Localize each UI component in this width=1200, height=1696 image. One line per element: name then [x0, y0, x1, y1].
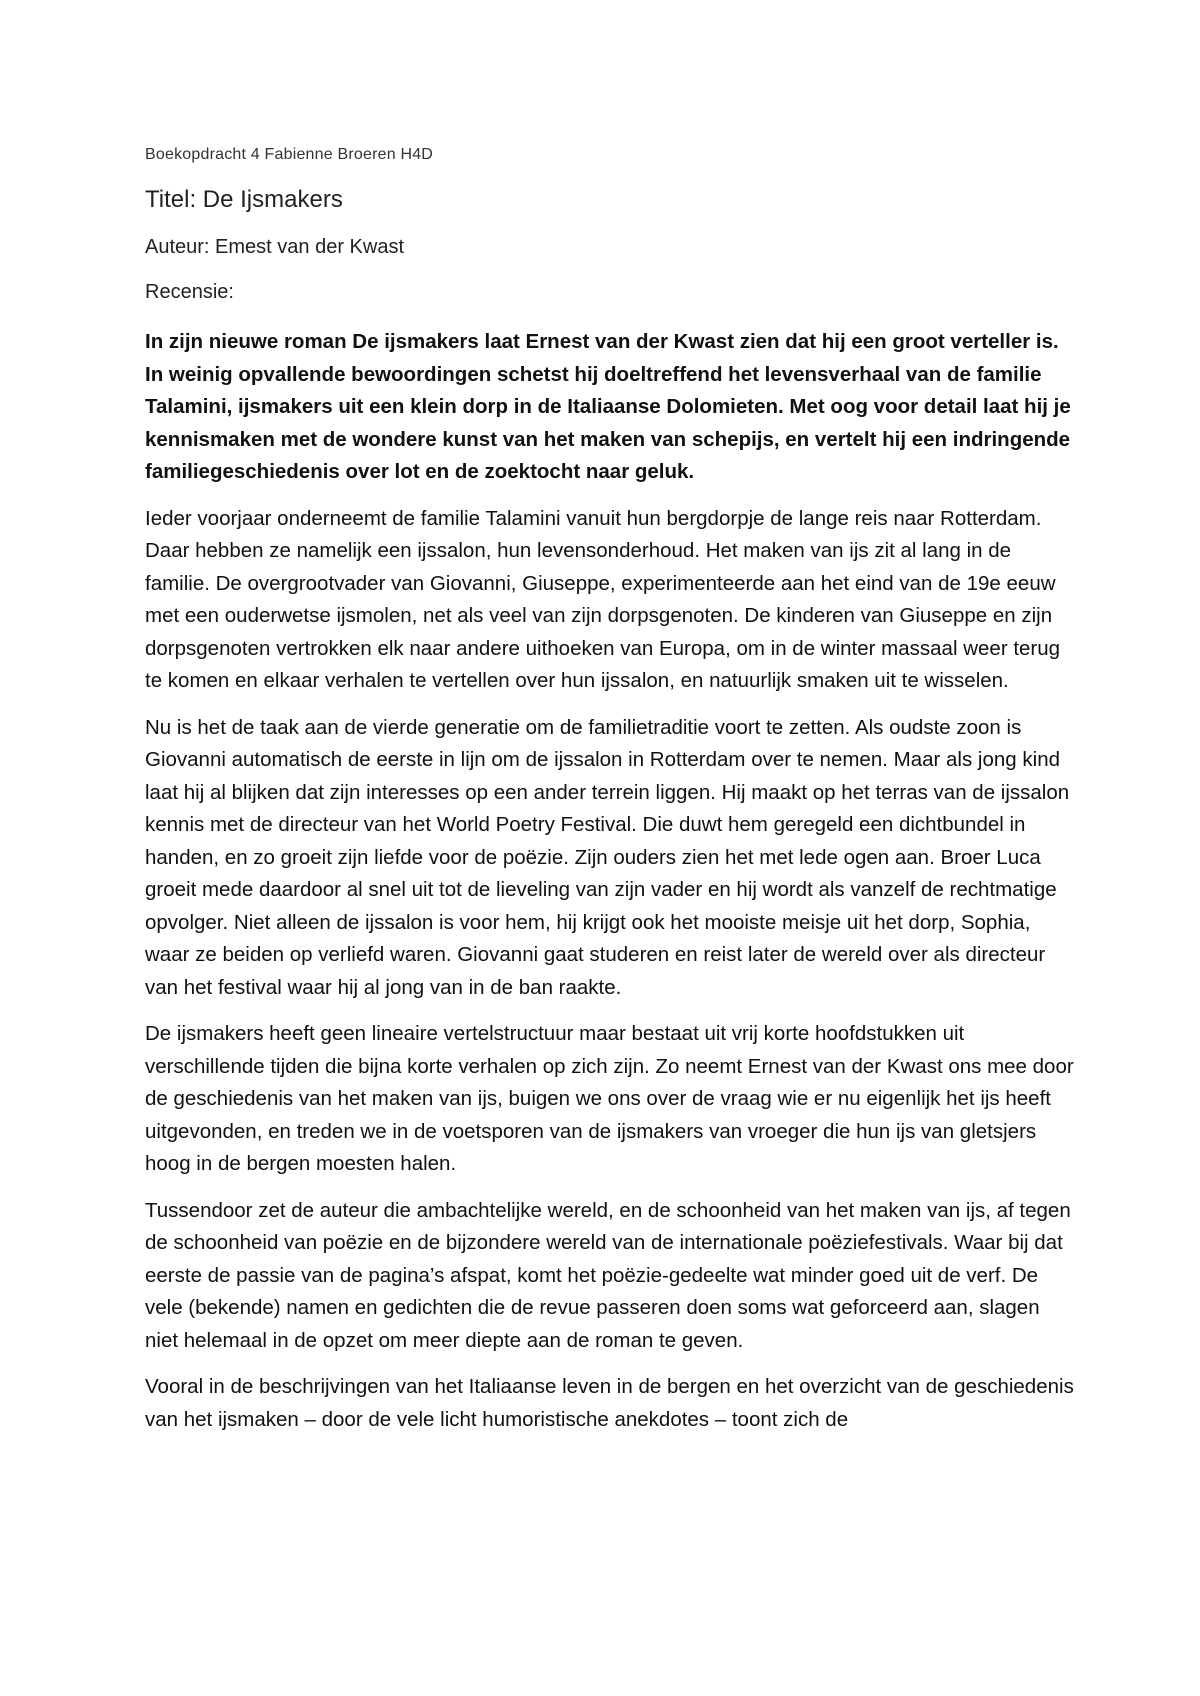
review-paragraph: De ijsmakers heeft geen lineaire vertelstructuur maar bestaat uit vrij korte hoofdstukken uit verschillende tijden die bijna korte verhalen op zich zijn. Zo neemt Ernest van der Kwast ons mee door de geschiedenis van het maken van ijs, buigen we ons over de vraag wie er nu eigenlijk het ijs heeft uitgevonden, en treden we in de voetsporen van de ijsmakers van vroeger die hun ijs van gletsjers hoog in de bergen moesten halen.	[145, 1022, 1074, 1175]
review-paragraph: Nu is het de taak aan de vierde generatie om de familietraditie voort te zetten. Als oudste zoon is Giovanni automatisch de eerste in lijn om de ijssalon in Rotterdam over te nemen. Maar als jong kind laat hij al blijken dat zijn interesses op een ander terrein liggen. Hij maakt op het terras van de ijssalon kennis met de directeur van het World Poetry Festival. Die duwt hem geregeld een dichtbundel in handen, en zo groeit zijn liefde voor de poëzie. Zijn ouders zien het met lede ogen aan. Broer Luca groeit mede daardoor al snel uit tot de lieveling van zijn vader en hij wordt als vanzelf de rechtmatige opvolger. Niet alleen de ijssalon is voor hem, hij krijgt ook het mooiste meisje uit het dorp, Sophia, waar ze beiden op verliefd waren. Giovanni gaat studeren en reist later de wereld over als directeur van het festival waar hij al jong van in de ban raakte.	[145, 715, 1070, 999]
book-author: Auteur: Emest van der Kwast	[145, 236, 405, 258]
review-paragraph: Tussendoor zet de auteur die ambachtelijke wereld, en de schoonheid van het maken van ijs, af tegen de schoonheid van poëzie en de bijzondere wereld van de internationale poëziefestivals. Waar bij dat eerste de passie van de pagina’s afspat, komt het poëzie-gedeelte wat minder goed uit de verf. De vele (bekende) namen en gedichten die de revue passeren doen soms wat geforceerd aan, slagen niet helemaal in de opzet om meer diepte aan de roman te geven.	[145, 1198, 1071, 1352]
review-label: Recensie:	[145, 281, 234, 303]
review-paragraph: Vooral in de beschrijvingen van het Italiaanse leven in de bergen en het overzicht van de geschiedenis van het ijsmaken – door de vele licht humoristische anekdotes – toont zich de	[145, 1375, 1074, 1431]
review-paragraph: Ieder voorjaar onderneemt de familie Talamini vanuit hun bergdorpje de lange reis naar Rotterdam. Daar hebben ze namelijk een ijssalon, hun levensonderhoud. Het maken van ijs zit al lang in de familie. De overgrootvader van Giovanni, Giuseppe, experimenteerde aan het eind van de 19e eeuw met een ouderwetse ijsmolen, net als veel van zijn dorpsgenoten. De kinderen van Giuseppe en zijn dorpsgenoten vertrokken elk naar andere uithoeken van Europa, om in de winter massaal weer terug te komen en elkaar verhalen te vertellen over hun ijssalon, en natuurlijk smaken uit te wisselen.	[145, 506, 1061, 692]
book-title: Titel: De Ijsmakers	[145, 186, 343, 213]
document-header: Boekopdracht 4 Fabienne Broeren H4D	[145, 146, 434, 163]
review-lead: In zijn nieuwe roman De ijsmakers laat Ernest van der Kwast zien dat hij een groot verteller is. In weinig opvallende bewoordingen schetst hij doeltreffend het levensverhaal van de familie Talamini, ijsmakers uit een klein dorp in de Italiaanse Dolomieten. Met oog voor detail laat hij je kennismaken met de wondere kunst van het maken van schepijs, en vertelt hij een indringende familiegeschiedenis over lot en de zoektocht naar geluk.	[145, 330, 1071, 483]
document-body	[145, 146, 1075, 1450]
